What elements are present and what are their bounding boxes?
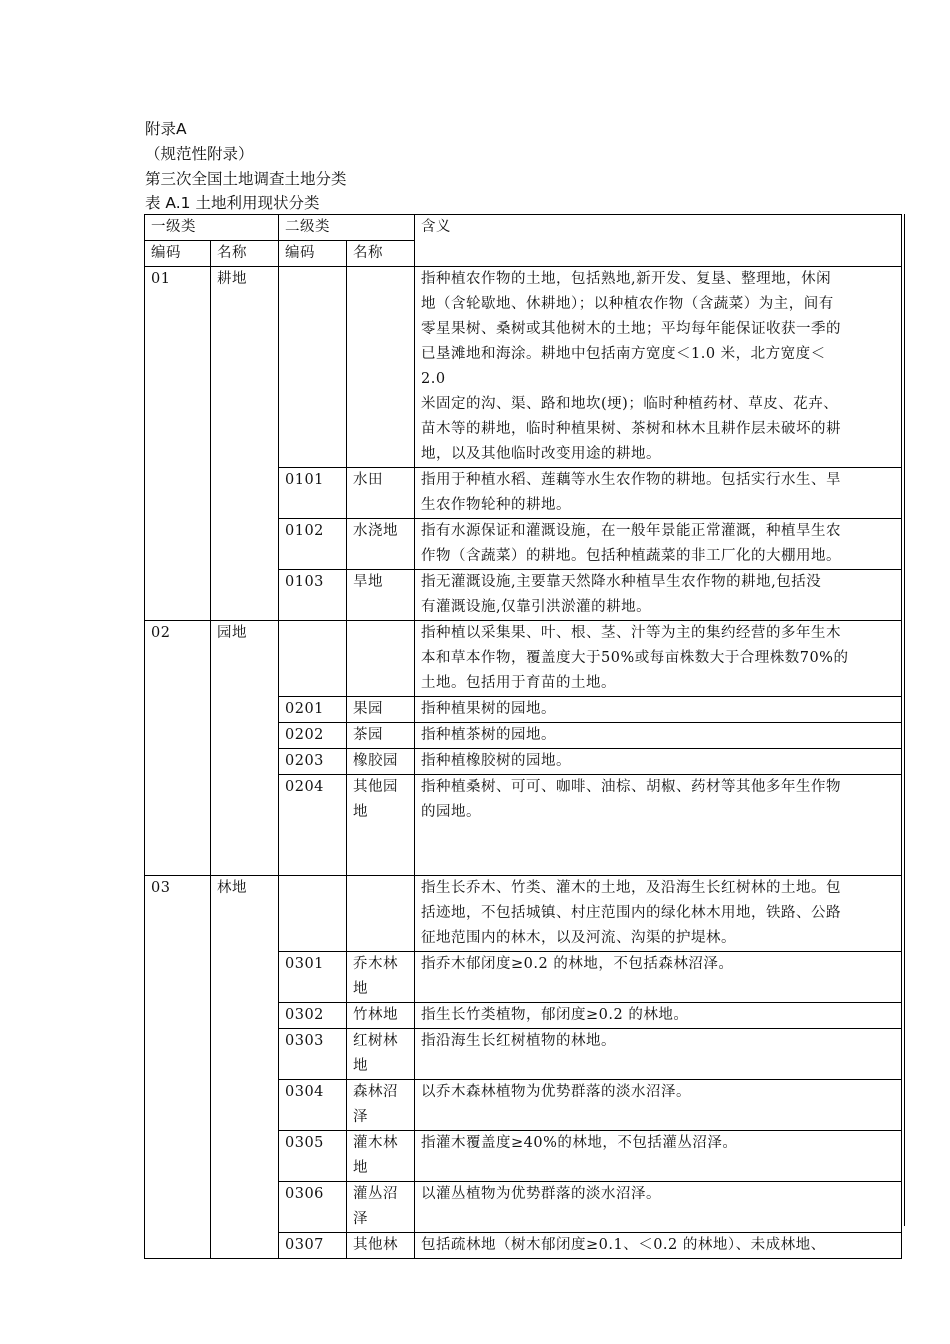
header-name-2: 名称 xyxy=(347,241,415,267)
level2-code: 0203 xyxy=(279,749,347,775)
meaning-line: 指灌木覆盖度≥40%的林地，不包括灌丛沼泽。 xyxy=(421,1135,738,1151)
level1-code: 02 xyxy=(145,621,211,876)
level2-code: 0102 xyxy=(279,519,347,570)
meaning-line: 指乔木郁闭度≥0.2 的林地，不包括森林沼泽。 xyxy=(421,956,734,972)
meaning-line: 指用于种植水稻、莲藕等水生农作物的耕地。包括实行水生、旱 xyxy=(421,472,841,488)
level2-code: 0302 xyxy=(279,1003,347,1029)
land-classification-table xyxy=(144,214,902,1259)
level2-name: 旱地 xyxy=(347,570,415,621)
level2-code: 0306 xyxy=(279,1182,347,1233)
header-code-2: 编码 xyxy=(279,241,347,267)
meaning-cell xyxy=(415,1029,902,1080)
header-code: 编码 xyxy=(145,241,211,267)
header-row-1 xyxy=(145,215,902,241)
meaning-line: 已垦滩地和海涂。耕地中包括南方宽度＜1.0 米，北方宽度＜ xyxy=(421,346,826,362)
meaning-cell xyxy=(415,1131,902,1182)
level2-code xyxy=(279,267,347,468)
level2-code: 0201 xyxy=(279,697,347,723)
meaning-cell xyxy=(415,1080,902,1131)
level1-name: 林地 xyxy=(211,876,279,1259)
level2-code: 0303 xyxy=(279,1029,347,1080)
meaning-line: 作物（含蔬菜）的耕地。包括种植蔬菜的非工厂化的大棚用地。 xyxy=(421,548,841,564)
level2-name: 竹林地 xyxy=(347,1003,415,1029)
level2-name: 水田 xyxy=(347,468,415,519)
level2-code: 0204 xyxy=(279,775,347,876)
level2-name: 果园 xyxy=(347,697,415,723)
level2-name xyxy=(347,621,415,697)
meaning-line: 以乔木森林植物为优势群落的淡水沼泽。 xyxy=(421,1084,691,1100)
meaning-line: 地（含轮歇地、休耕地）；以种植农作物（含蔬菜）为主，间有 xyxy=(421,296,834,312)
level2-name: 茶园 xyxy=(347,723,415,749)
level2-name: 乔木林地 xyxy=(347,952,415,1003)
header-meaning: 含义 xyxy=(415,215,902,267)
meaning-line: 本和草本作物，覆盖度大于50%或每亩株数大于合理株数70%的 xyxy=(421,650,849,666)
meaning-line: 指种植果树的园地。 xyxy=(421,701,556,717)
meaning-line: 指种植以采集果、叶、根、茎、汁等为主的集约经营的多年生木 xyxy=(421,625,841,641)
level1-name: 园地 xyxy=(211,621,279,876)
meaning-line: 包括疏林地（树木郁闭度≥0.1、＜0.2 的林地）、未成林地、 xyxy=(421,1237,826,1253)
meaning-cell xyxy=(415,468,902,519)
meaning-cell xyxy=(415,876,902,952)
appendix-heading: 附录A xyxy=(145,120,187,138)
meaning-line: 苗木等的耕地，临时种植果树、茶树和林木且耕作层未破坏的耕 xyxy=(421,421,841,437)
table-row xyxy=(145,876,902,952)
table-caption: 表 A.1 土地利用现状分类 xyxy=(145,194,320,212)
level2-code xyxy=(279,621,347,697)
header-name: 名称 xyxy=(211,241,279,267)
level2-name: 其他园地 xyxy=(347,775,415,876)
level2-name: 水浇地 xyxy=(347,519,415,570)
level1-code: 01 xyxy=(145,267,211,621)
level2-name: 灌木林地 xyxy=(347,1131,415,1182)
level2-code: 0307 xyxy=(279,1233,347,1259)
meaning-line: 括迹地，不包括城镇、村庄范围内的绿化林木用地，铁路、公路 xyxy=(421,905,841,921)
meaning-cell xyxy=(415,519,902,570)
meaning-line: 生农作物轮种的耕地。 xyxy=(421,497,571,513)
level2-name: 橡胶园 xyxy=(347,749,415,775)
document-title: 第三次全国土地调查土地分类 xyxy=(145,170,347,188)
meaning-line: 土地。包括用于育苗的土地。 xyxy=(421,675,616,691)
meaning-cell xyxy=(415,267,902,468)
level2-name: 其他林 xyxy=(347,1233,415,1259)
level1-name: 耕地 xyxy=(211,267,279,621)
meaning-line: 指种植茶树的园地。 xyxy=(421,727,556,743)
meaning-line: 指种植橡胶树的园地。 xyxy=(421,753,571,769)
level2-code: 0305 xyxy=(279,1131,347,1182)
level1-code: 03 xyxy=(145,876,211,1259)
meaning-line: 指有水源保证和灌溉设施，在一般年景能正常灌溉，种植旱生农 xyxy=(421,523,841,539)
meaning-line: 指种植桑树、可可、咖啡、油棕、胡椒、药材等其他多年生作物 xyxy=(421,779,841,795)
level2-code: 0304 xyxy=(279,1080,347,1131)
meaning-cell xyxy=(415,749,902,775)
level2-name xyxy=(347,267,415,468)
meaning-cell xyxy=(415,697,902,723)
table-right-border xyxy=(904,214,905,1226)
level2-code xyxy=(279,876,347,952)
level2-name: 森林沼泽 xyxy=(347,1080,415,1131)
meaning-cell xyxy=(415,1233,902,1259)
level2-code: 0301 xyxy=(279,952,347,1003)
header-level1: 一级类 xyxy=(145,215,279,241)
meaning-line: 米固定的沟、渠、路和地坎(埂)；临时种植药材、草皮、花卉、 xyxy=(421,396,839,412)
normative-note: （规范性附录） xyxy=(145,145,254,163)
level2-name: 灌丛沼泽 xyxy=(347,1182,415,1233)
meaning-line: 零星果树、桑树或其他树木的土地；平均每年能保证收获一季的 xyxy=(421,321,841,337)
meaning-line: 征地范围内的林木，以及河流、沟渠的护堤林。 xyxy=(421,930,736,946)
meaning-line: 有灌溉设施,仅靠引洪淤灌的耕地。 xyxy=(421,599,652,615)
meaning-line: 2.0 xyxy=(421,371,446,387)
meaning-line: 指沿海生长红树植物的林地。 xyxy=(421,1033,616,1049)
table-body xyxy=(145,267,902,1259)
meaning-cell xyxy=(415,1003,902,1029)
meaning-cell xyxy=(415,952,902,1003)
meaning-cell xyxy=(415,621,902,697)
meaning-line: 地，以及其他临时改变用途的耕地。 xyxy=(421,446,661,462)
meaning-line: 以灌丛植物为优势群落的淡水沼泽。 xyxy=(421,1186,661,1202)
header-level2: 二级类 xyxy=(279,215,415,241)
level2-code: 0202 xyxy=(279,723,347,749)
table-row xyxy=(145,267,902,468)
meaning-line: 指生长乔木、竹类、灌木的土地，及沿海生长红树林的土地。包 xyxy=(421,880,841,896)
meaning-cell xyxy=(415,723,902,749)
meaning-cell xyxy=(415,1182,902,1233)
meaning-cell xyxy=(415,775,902,876)
meaning-line: 指无灌溉设施,主要靠天然降水种植旱生农作物的耕地,包括没 xyxy=(421,574,822,590)
level2-name xyxy=(347,876,415,952)
level2-code: 0101 xyxy=(279,468,347,519)
table-row xyxy=(145,621,902,697)
meaning-line: 指种植农作物的土地，包括熟地,新开发、复垦、整理地，休闲 xyxy=(421,271,832,287)
meaning-line: 指生长竹类植物，郁闭度≥0.2 的林地。 xyxy=(421,1007,689,1023)
meaning-cell xyxy=(415,570,902,621)
meaning-line: 的园地。 xyxy=(421,804,481,820)
level2-name: 红树林地 xyxy=(347,1029,415,1080)
level2-code: 0103 xyxy=(279,570,347,621)
